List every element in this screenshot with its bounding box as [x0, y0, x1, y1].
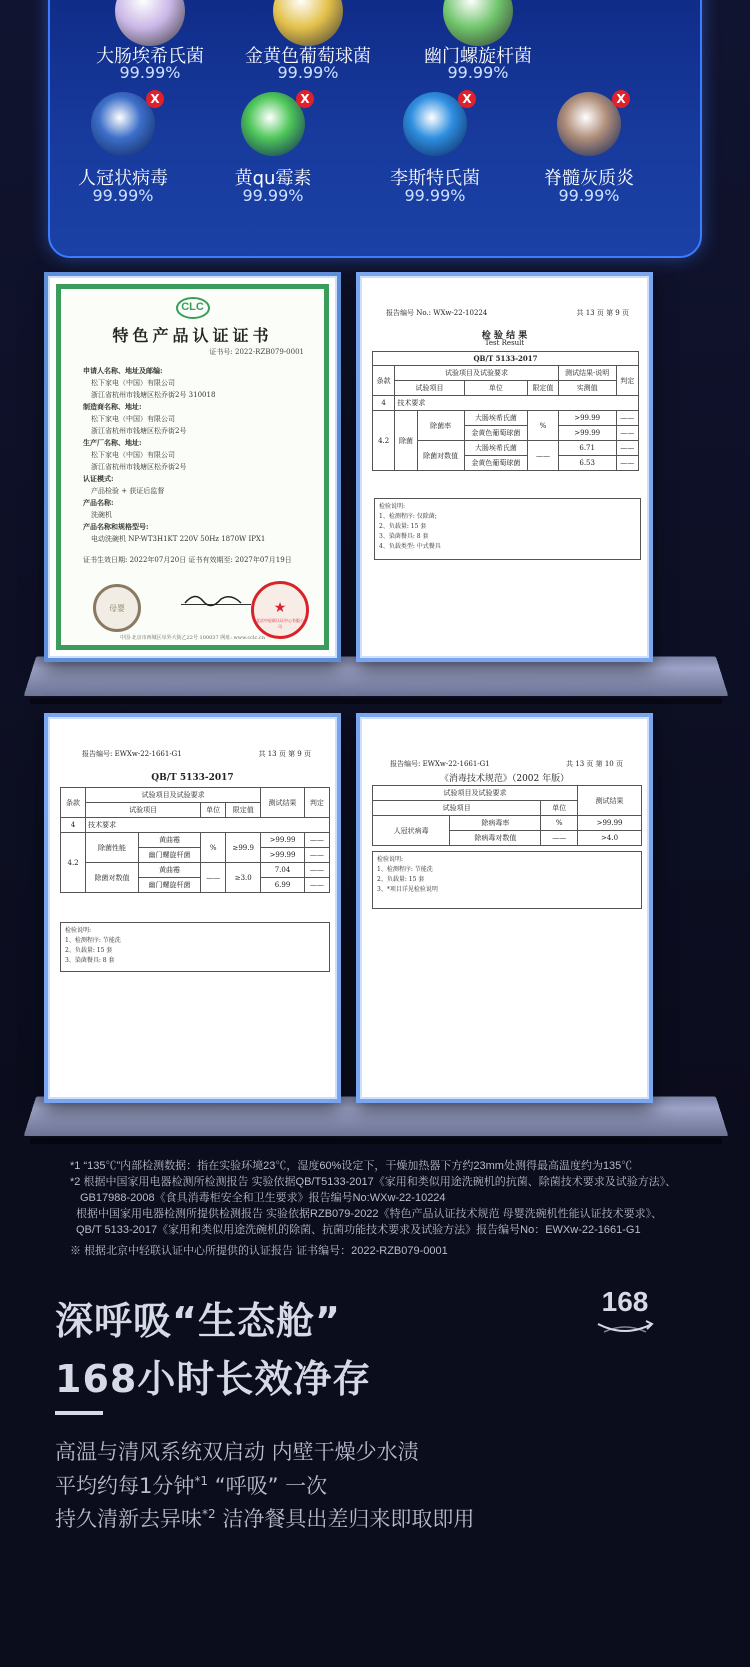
footnote-line: QB/T 5133-2017《家用和类似用途洗碗机的除菌、抗菌功能技术要求及试验方法》报告编号No：EWXw-22-1661-G1	[76, 1224, 641, 1236]
table-cell: ≥99.9	[226, 833, 261, 863]
report3-table	[372, 785, 642, 846]
footnote-line: *1 “135℃”内部检测数据：指在实验环境23℃，湿度60%设定下，干燥加热器下方约23mm处测得最高温度约为135℃	[70, 1160, 633, 1172]
clc-logo	[61, 297, 324, 323]
table-cell: %	[528, 411, 559, 441]
certificate-line: 电动洗碗机 NP-WT3H1KT 220V 50Hz 1870W IPX1	[91, 535, 266, 543]
germ-kill-rate: 99.99%	[404, 186, 466, 205]
certificate-line: 松下家电（中国）有限公司	[91, 379, 175, 387]
col-item: 试验项目	[86, 803, 201, 818]
col-test: 测试结果	[578, 786, 642, 816]
footnote-line: *2 根据中国家用电器检测所检测报告 实验依据QB/T5133-2017《家用和类似用途洗碗机的抗菌、除菌技术要求及试验方法》、	[70, 1176, 677, 1188]
germ-image-icon	[115, 0, 185, 46]
col-item: 试验项目	[373, 801, 541, 816]
col-unit: 单位	[464, 381, 527, 396]
certificate-expire-date: 证书有效期至: 2027年07月19日	[188, 556, 292, 564]
table-cell: 幽门螺旋杆菌	[138, 878, 200, 893]
feature-line	[55, 1470, 327, 1500]
note-line: 1、检测程序: 节能洗	[65, 937, 121, 944]
shelf-shadow	[30, 1138, 722, 1144]
feature-text: 平均约每1分钟	[55, 1474, 195, 1498]
note-line: 1、检测程序: 节能洗	[377, 866, 433, 873]
certificate-line: 产品名称:	[83, 498, 114, 507]
note-line: 检验说明:	[379, 503, 406, 510]
germ-kill-rate: 99.99%	[119, 63, 181, 82]
table-cell: ——	[616, 411, 638, 426]
note-line: 3、*项目详见检验说明	[377, 886, 438, 893]
table-cell: ——	[616, 456, 638, 471]
sub-cell: 除菌性能	[86, 833, 139, 863]
clause-cell: 4.2	[61, 833, 86, 893]
germ-name: 金黄色葡萄球菌	[245, 46, 371, 67]
seal-star-icon: ★	[273, 600, 287, 616]
table-cell: 6.53	[558, 456, 616, 471]
report2-notes	[60, 922, 330, 972]
germ-kill-rate: 99.99%	[92, 186, 154, 205]
mother-baby-seal: 母婴	[93, 584, 141, 632]
table-cell: ——	[304, 833, 329, 848]
report-title: 检 验 结 果	[481, 331, 528, 341]
table-cell: 除病毒对数值	[450, 831, 541, 846]
official-red-seal	[251, 581, 309, 639]
feature-text: 高温与清风系统双启动 内壁干燥少水渍	[55, 1440, 419, 1464]
col-item: 试验项目	[395, 381, 464, 396]
note-line: 检验说明:	[377, 856, 404, 863]
report1-table: QB/T 5133-2017 条款 试验项目及试验要求 测试结果·说明 判定 试验项目 单位 限定值 实测值 4 技术要求 4.2 除菌 除菌率 大肠埃希氏菌 % >99.99 —— 金黄色葡萄球菌 >99.99 —— 除菌对数值 大肠埃希氏菌 —— 6.71 —— 金黄色葡萄球菌 6.53 ——	[372, 351, 639, 471]
germ-kill-rate: 99.99%	[277, 63, 339, 82]
certificate-line: 松下家电（中国）有限公司	[91, 415, 175, 423]
certificate-line: 洗碗机	[91, 511, 112, 519]
note-line: 4、负载类型: 中式餐具	[379, 543, 441, 550]
col-clause: 条款	[373, 366, 395, 396]
report-number: 报告编号 No.: WXw-22-10224	[386, 309, 488, 317]
table-cell: ——	[304, 878, 329, 893]
table-cell: 6.99	[261, 878, 305, 893]
table-cell: 7.04	[261, 863, 305, 878]
table-cell: 大肠埃希氏菌	[464, 441, 527, 456]
feature-text-tail: “呼吸” 一次	[208, 1474, 328, 1498]
table-cell: >99.99	[558, 411, 616, 426]
table-cell: 6.71	[558, 441, 616, 456]
col-unit: 单位	[201, 803, 226, 818]
certificate-border	[56, 284, 329, 650]
certificate-document	[44, 272, 341, 662]
report-subtitle: Test Result	[484, 339, 525, 347]
col-requirement: 试验项目及试验要求	[373, 786, 578, 801]
table-cell: ——	[201, 863, 226, 893]
col-judge: 判定	[304, 788, 329, 818]
note-line: 2、负载量: 15 套	[379, 523, 427, 530]
close-badge-icon: X	[612, 90, 630, 108]
certificate-line: 产品检验 + 获证后监督	[91, 487, 165, 495]
footnote-line: 根据中国家用电器检测所提供检测报告 实验依据RZB079-2022《特色产品认证技术规范 母婴洗碗机性能认证技术要求》、	[76, 1208, 663, 1220]
germ-image-icon	[443, 0, 513, 46]
report-number: 报告编号: EWXw-22-1661-G1	[390, 760, 490, 768]
certificate-line: 浙江省杭州市钱塘区松乔街2号	[91, 463, 187, 471]
headline-divider	[55, 1411, 103, 1415]
feature-line	[55, 1436, 419, 1466]
cycle-arrow-icon	[594, 1318, 656, 1336]
report3-notes	[372, 851, 642, 909]
certificate-number	[209, 347, 304, 357]
certificate-line: 浙江省杭州市钱塘区松乔街2号	[91, 427, 187, 435]
standard-title: QB/T 5133-2017	[151, 773, 234, 783]
test-report-3	[356, 713, 653, 1103]
table-cell: ——	[616, 441, 638, 456]
sub-cell: 除菌率	[417, 411, 464, 441]
report-page: 共 13 页 第 9 页	[576, 309, 629, 317]
germ-kill-rate: 99.99%	[242, 186, 304, 205]
certificate-issue-date: 证书生效日期: 2022年07月20日	[83, 556, 187, 564]
table-cell: 除病毒率	[450, 816, 541, 831]
footnote-line: GB17988-2008《食具消毒柜安全和卫生要求》报告编号No:WXw-22-10224	[80, 1192, 446, 1204]
168-cycle-icon	[590, 1286, 660, 1336]
col-limit: 限定值	[226, 803, 261, 818]
certificate-number-label: 证书号:	[209, 348, 233, 356]
report2-table: 条款 试验项目及试验要求 测试结果 判定 试验项目 单位 限定值 4 技术要求 4.2 除菌性能 黄曲霉 % ≥99.9 >99.99 —— 幽门螺旋杆菌 >99.99 —— 除菌对数值 黄曲霉 —— ≥3.0 7.04 —— 幽门螺旋杆菌 6.99 ——	[60, 787, 330, 893]
report-number: 报告编号: EWXw-22-1661-G1	[82, 750, 182, 758]
table-cell: ——	[528, 441, 559, 471]
table-cell: 大肠埃希氏菌	[464, 411, 527, 426]
table-cell: >99.99	[558, 426, 616, 441]
certificate-line: 浙江省杭州市钱塘区松乔街2号 310018	[91, 391, 216, 399]
table-cell: %	[201, 833, 226, 863]
col-test: 测试结果	[261, 788, 305, 818]
germ-name: 脊髓灰质炎	[544, 168, 634, 189]
col-judge: 判定	[616, 366, 638, 396]
germ-name: 黄qu霉素	[234, 168, 312, 189]
germ-image-icon	[273, 0, 343, 46]
col-unit: 单位	[541, 801, 578, 816]
table-cell: ——	[616, 426, 638, 441]
certificate-line: 申请人名称、地址及邮编:	[83, 366, 163, 375]
table-cell: 金黄色葡萄球菌	[464, 456, 527, 471]
germ-name: 幽门螺旋杆菌	[424, 46, 532, 67]
certificate-line: 松下家电（中国）有限公司	[91, 451, 175, 459]
group-cell: 除菌	[395, 411, 417, 471]
note-line: 3、染菌餐具: 8 套	[65, 957, 115, 964]
note-line: 3、染菌餐具: 8 套	[379, 533, 429, 540]
certificate-dates	[83, 555, 292, 565]
clause-cell: 4.2	[373, 411, 395, 471]
standard-header: QB/T 5133-2017	[373, 352, 639, 366]
table-cell: 黄曲霉	[138, 863, 200, 878]
section-row: 技术要求	[86, 818, 330, 833]
certificate-footer: 中国·北京市西城区阜外大街乙22号 100037 网址: www.cclc.cn	[120, 635, 265, 641]
feature-text: 持久清新去异味	[55, 1507, 202, 1531]
table-cell: ——	[304, 863, 329, 878]
table-cell: ——	[304, 848, 329, 863]
certificate-line: 生产厂名称、地址:	[83, 438, 142, 447]
seal-text: 北京中轻联认证中心有限公司	[256, 618, 304, 629]
sub-cell: 除菌对数值	[417, 441, 464, 471]
report1-notes	[374, 498, 641, 560]
certificate-line: 制造商名称、地址:	[83, 402, 142, 411]
note-line: 1、检测程序: 仅除菌;	[379, 513, 437, 520]
group-cell: 人冠状病毒	[373, 816, 450, 846]
close-badge-icon: X	[296, 90, 314, 108]
germ-name: 大肠埃希氏菌	[96, 46, 204, 67]
col-test: 测试结果·说明	[558, 366, 616, 381]
standard-title: 《消毒技术规范》（2002 年版）	[439, 774, 570, 784]
germ-name: 人冠状病毒	[78, 168, 168, 189]
table-cell: ≥3.0	[226, 863, 261, 893]
shelf-shadow	[30, 698, 722, 704]
clc-logo-text: CLC	[181, 301, 204, 313]
close-badge-icon: X	[146, 90, 164, 108]
germ-name: 李斯特氏菌	[390, 168, 480, 189]
close-badge-icon: X	[458, 90, 476, 108]
footnote-line: ※ 根据北京中轻联认证中心所提供的认证报告 证书编号：2022-RZB079-0001	[70, 1245, 448, 1257]
germ-kill-rate: 99.99%	[558, 186, 620, 205]
table-cell: >4.0	[578, 831, 642, 846]
section-row: 技术要求	[395, 396, 639, 411]
col-requirement: 试验项目及试验要求	[395, 366, 558, 381]
germ-kill-rate: 99.99%	[447, 63, 509, 82]
footnote-ref: *1	[194, 1474, 209, 1488]
certificate-line: 认证模式:	[83, 474, 114, 483]
certificate-body	[83, 365, 323, 545]
certificate-number-value: 2022-RZB079-0001	[235, 348, 304, 356]
headline-line-1: 深呼吸“生态舱”	[55, 1299, 341, 1343]
note-line: 检验说明:	[65, 927, 92, 934]
signature-icon	[181, 589, 251, 609]
display-shelf-top	[24, 657, 729, 696]
table-cell: >99.99	[261, 833, 305, 848]
col-limit: 限定值	[528, 381, 559, 396]
report-page: 共 13 页 第 9 页	[258, 750, 311, 758]
table-cell: >99.99	[261, 848, 305, 863]
headline-line-2: 168小时长效净存	[55, 1357, 372, 1401]
col-clause: 条款	[61, 788, 86, 818]
test-report-1	[356, 272, 653, 662]
sub-cell: 除菌对数值	[86, 863, 139, 893]
feature-line	[55, 1503, 474, 1533]
test-report-2	[44, 713, 341, 1103]
report-page: 共 13 页 第 10 页	[566, 760, 623, 768]
col-measure: 实测值	[558, 381, 616, 396]
feature-text-tail: 洁净餐具出差归来即取即用	[215, 1507, 475, 1531]
footnote-ref: *2	[202, 1507, 216, 1521]
col-requirement: 试验项目及试验要求	[86, 788, 261, 803]
certificate-line: 产品名称和规格型号:	[83, 522, 149, 531]
note-line: 2、负载量: 15 套	[65, 947, 113, 954]
note-line: 2、负载量: 15 套	[377, 876, 425, 883]
table-cell: 幽门螺旋杆菌	[138, 848, 200, 863]
germ-results-panel	[48, 0, 702, 258]
certificate-title: 特色产品认证证书	[112, 326, 273, 345]
table-cell: 黄曲霉	[138, 833, 200, 848]
table-cell: %	[541, 816, 578, 831]
table-cell: 金黄色葡萄球菌	[464, 426, 527, 441]
table-cell: >99.99	[578, 816, 642, 831]
168-icon-number: 168	[601, 1286, 649, 1317]
table-cell: ——	[541, 831, 578, 846]
